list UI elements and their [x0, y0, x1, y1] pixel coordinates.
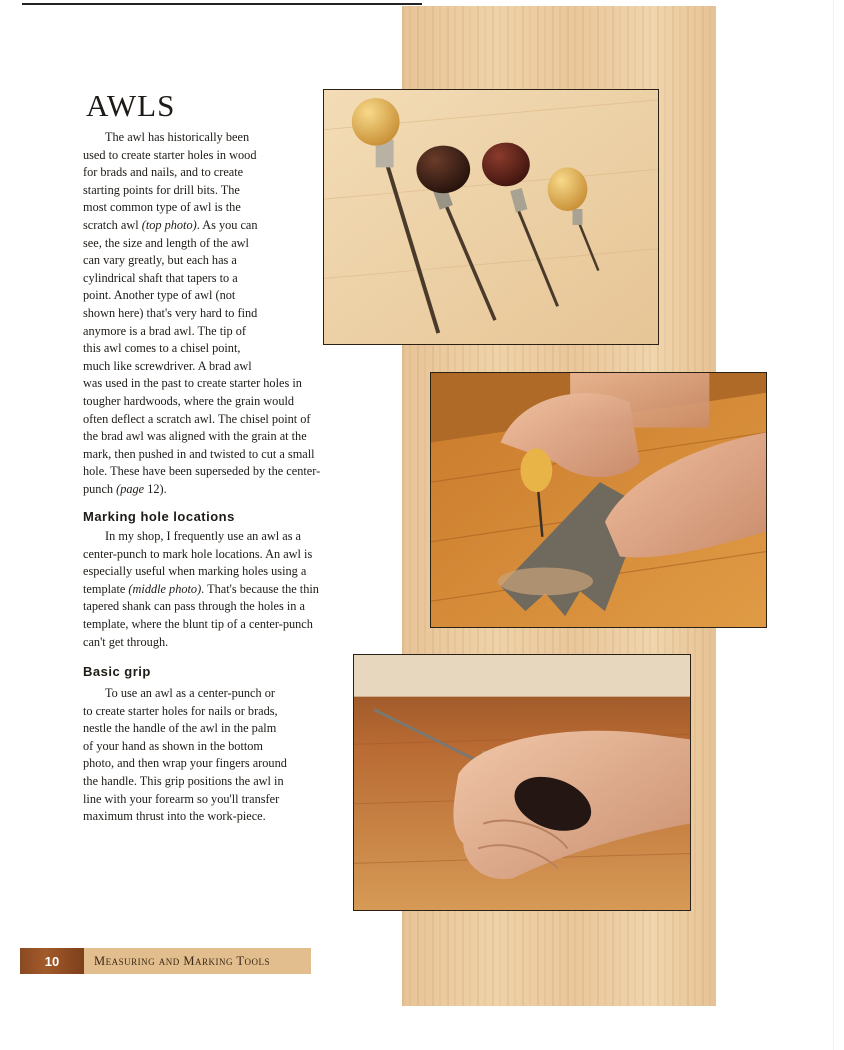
- marking-paragraph: In my shop, I frequently use an awl as a center-punch to mark hole locations. An awl is especially useful when marking holes using a template (middle photo). That's because the thin tapered shank can pass through the holes in a template, where the blunt tip of a center-punch can't get through.: [83, 529, 319, 649]
- middle-photo-template: [430, 372, 767, 628]
- marking-heading: Marking hole locations: [83, 509, 235, 524]
- grip-illustration: [354, 655, 690, 910]
- intro-paragraph: The awl has historically been used to create starter holes in wood for brads and nails, and to create starting points for drill bits. The most common type of awl is the scratch awl (top photo). As you can see, the size and length of the awl can vary greatly, but each has a cylindrical shaft that tapers to a point. Another type of awl (not shown here) that's very hard to find anymore is a brad awl. The tip of this awl comes to a chisel point, much like screwdriver. A brad awl: [83, 130, 258, 373]
- top-rule: [22, 3, 422, 5]
- top-photo-awls: [323, 89, 659, 345]
- page-number: 10: [44, 953, 60, 969]
- intro-wide-lines: was used in the past to create starter holes in tougher hardwoods, where the grain would often deflect a scratch awl. The chisel point of the brad awl was aligned with the grain at the mark, then pushed in and twisted to cut a small hole. These have been superseded by the center- punch (page 12).: [83, 376, 321, 496]
- footer-bar: [84, 948, 311, 974]
- grip-heading: Basic grip: [83, 664, 151, 679]
- middle-photo-reference: (middle photo): [128, 581, 202, 596]
- page-footer: [20, 948, 311, 974]
- template-illustration: [431, 373, 766, 627]
- awls-illustration: [324, 90, 658, 344]
- page-title: AWLS: [86, 88, 176, 123]
- grip-text: [83, 685, 335, 826]
- bottom-photo-grip: [353, 654, 691, 911]
- marking-text: [83, 528, 368, 651]
- section-title: Measuring and Marking Tools: [94, 953, 271, 968]
- page-edge: [833, 0, 834, 1050]
- page-number-tab: [20, 948, 84, 974]
- top-photo-reference: (top photo): [141, 217, 197, 232]
- grip-paragraph: To use an awl as a center-punch or to create starter holes for nails or brads, nestle the handle of the awl in the palm of your hand as shown in the bottom photo, and then wrap your fingers around the handle. This grip positions the awl in line with your forearm so you'll transfer maximum thrust into the work-piece.: [83, 686, 287, 824]
- page-reference: (page: [116, 481, 145, 496]
